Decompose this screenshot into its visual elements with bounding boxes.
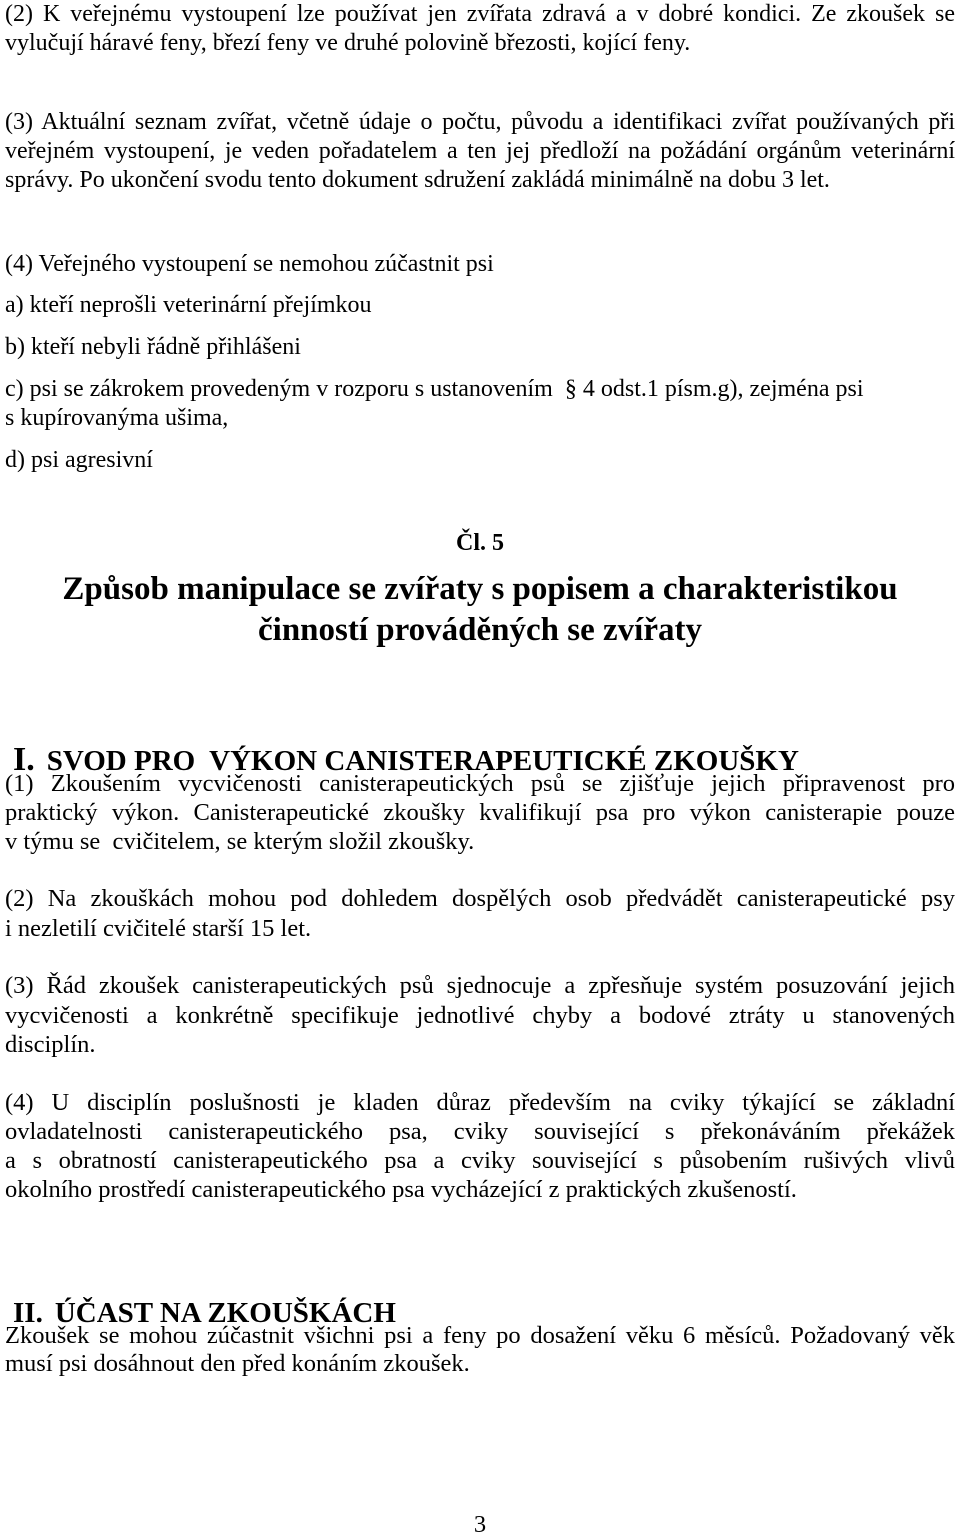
paragraph-line: (2) K veřejnému vystoupení lze používat jen zvířata zdravá a v dobré kondici. Ze zkoušek se <box>5 1 955 27</box>
paragraph-line: i nezletilí cvičitelé starší 15 let. <box>5 915 312 942</box>
section-title: ÚČAST NA ZKOUŠKÁCH <box>54 1297 396 1329</box>
paragraph-line: (4) U disciplín poslušnosti je kladen důraz především na cviky týkající se základní <box>5 1089 955 1116</box>
paragraph-line: vylučují háravé feny, březí feny ve druhé polovině březosti, kojící feny. <box>5 30 691 56</box>
section-number: II. <box>13 1297 43 1329</box>
paragraph-line: Zkoušek se mohou zúčastnit všichni psi a feny po dosažení věku 6 měsíců. Požadovaný věk <box>5 1322 955 1349</box>
paragraph-line: v týmu se cvičitelem, se kterým složil zkoušky. <box>5 828 475 855</box>
paragraph-line: musí psi dosáhnout den před konáním zkoušek. <box>5 1350 470 1377</box>
list-item: c) psi se zákrokem provedeným v rozporu s ustanovením § 4 odst.1 písm.g), zejména psi <box>5 376 864 402</box>
paragraph-line: (2) Na zkouškách mohou pod dohledem dospělých osob předvádět canisterapeutické psy <box>5 885 955 912</box>
paragraph-line: a s obratností canisterapeutického psa a cviky související s působením rušivých vlivů <box>5 1147 955 1174</box>
section-number: I. <box>13 741 35 778</box>
paragraph-line: (3) Aktuální seznam zvířat, včetně údaje o počtu, původu a identifikaci zvířat používaných při <box>5 109 955 135</box>
list-item: a) kteří neprošli veterinární přejímkou <box>5 292 372 318</box>
list-item: b) kteří nebyli řádně přihlášeni <box>5 334 301 360</box>
article-title: činností prováděných se zvířaty <box>258 612 702 648</box>
article-title: Způsob manipulace se zvířaty s popisem a charakteristikou <box>62 571 898 607</box>
list-item: d) psi agresivní <box>5 447 153 473</box>
section-heading <box>5 1253 955 1329</box>
paragraph-line: (3) Řád zkoušek canisterapeutických psů sjednocuje a zpřesňuje systém posuzování jejich <box>5 972 955 999</box>
section-title: SVOD PRO VÝKON CANISTERAPEUTICKÉ ZKOUŠKY <box>46 745 799 777</box>
section-heading <box>5 700 955 778</box>
page-number: 3 <box>473 1511 487 1538</box>
paragraph-line: okolního prostředí canisterapeutického psa vycházející z praktických zkušeností. <box>5 1176 797 1203</box>
paragraph-line: správy. Po ukončení svodu tento dokument sdružení zakládá minimálně na dobu 3 let. <box>5 167 830 193</box>
list-intro: (4) Veřejného vystoupení se nemohou zúčastnit psi <box>5 251 494 277</box>
paragraph-line: vycvičenosti a konkrétně specifikuje jednotlivé chyby a bodové ztráty u stanovených <box>5 1002 955 1029</box>
paragraph-line: (1) Zkoušením vycvičenosti canisterapeutických psů se zjišťuje jejich připravenost pro <box>5 770 955 797</box>
paragraph-line: praktický výkon. Canisterapeutické zkoušky kvalifikují psa pro výkon canisterapie pouze <box>5 799 955 826</box>
article-number: Čl. 5 <box>456 530 504 556</box>
paragraph-line: ovladatelnosti canisterapeutického psa, cviky související s překonáváním překážek <box>5 1118 955 1145</box>
paragraph-line: veřejném vystoupení, je veden pořadatelem a ten jej předloží na požádání orgánům veterinární <box>5 138 955 164</box>
paragraph-line: disciplín. <box>5 1031 96 1058</box>
list-item-continuation: s kupírovanýma ušima, <box>5 405 229 431</box>
